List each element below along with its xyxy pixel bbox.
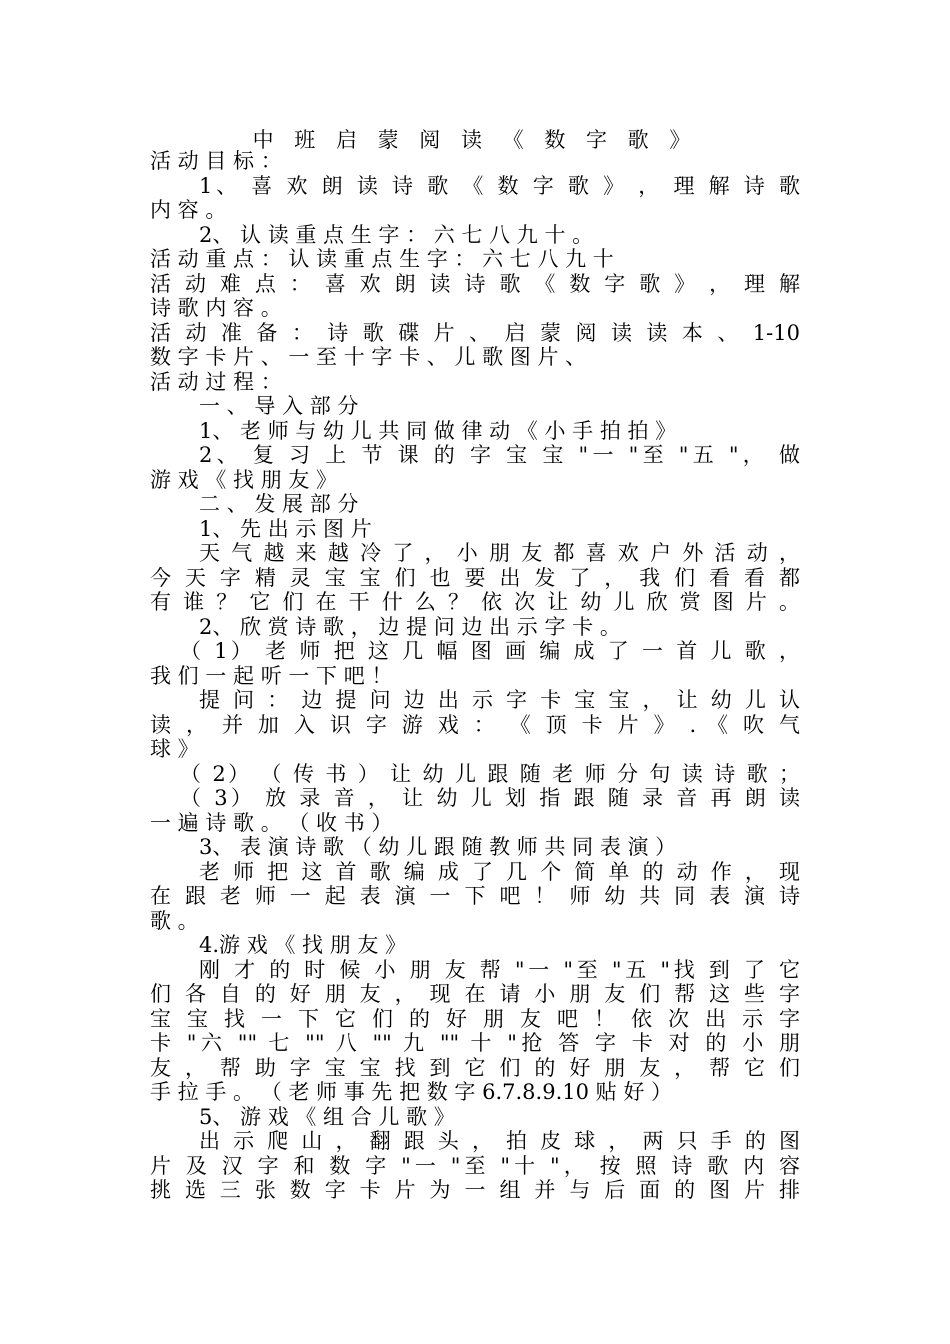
paragraph-line: （ 2） （ 传 书 ） 让 幼 儿 跟 随 老 师 分 句 读 诗 歌 ； [180,761,800,786]
paragraph-line: 歌 。 [150,908,199,933]
paragraph-line: 2、 欣 赏 诗 歌 ， 边 提 问 边 出 示 字 卡 。 [199,614,621,639]
paragraph-line: 们 各 自 的 好 朋 友 ， 现 在 请 小 朋 友 们 帮 这 些 字 [150,982,800,1006]
document-body [150,149,800,1203]
paragraph-line: 一 遍 诗 歌 。 （ 收 书 ） [150,810,393,835]
paragraph-line: （ 3） 放 录 音 ， 让 幼 儿 划 指 跟 随 录 音 再 朗 读 [180,786,800,810]
paragraph-line: 老 师 把 这 首 歌 编 成 了 几 个 简 单 的 动 作 ， 现 [199,859,800,884]
paragraph-line: 活 动 目 标 ： [150,149,282,173]
paragraph-line: 4.游 戏 《 找 朋 友 》 [199,933,407,957]
paragraph-line: 游 戏 《 找 朋 友 》 [150,467,338,492]
paragraph-line: 天 气 越 来 越 冷 了 ， 小 朋 友 都 喜 欢 户 外 活 动 ， [199,541,800,565]
paragraph-line: 活 动 重 点 ： 认 读 重 点 生 字 ： 六 七 八 九 十 [150,247,614,271]
paragraph-line: 片 及 汉 字 和 数 字 "一 "至 "十 "， 按 照 诗 歌 内 容 [150,1153,800,1178]
paragraph-line: 我 们 一 起 听 一 下 吧 ！ [150,663,393,688]
paragraph-line: 有 谁 ？ 它 们 在 干 什 么 ？ 依 次 让 幼 儿 欣 赏 图 片 。 [150,590,800,614]
paragraph-line: 在 跟 老 师 一 起 表 演 一 下 吧 ！ 师 幼 共 同 表 演 诗 [150,884,800,908]
paragraph-line: 出 示 爬 山 ， 翻 跟 头 ， 拍 皮 球 ， 两 只 手 的 图 [199,1129,800,1153]
paragraph-line: 手 拉 手 。 （ 老 师 事 先 把 数 字 6.7.8.9.10 贴 好 ） [150,1080,672,1104]
paragraph-line: 活 动 过 程 ： [150,369,282,394]
paragraph-line: 宝 宝 找 一 下 它 们 的 好 朋 友 吧 ！ 依 次 出 示 字 [150,1006,800,1031]
document-title: 中 班 启 蒙 阅 读 《 数 字 歌 》 [252,128,698,152]
paragraph-line: 1、 老 师 与 幼 儿 共 同 做 律 动 《 小 手 拍 拍 》 [199,418,677,443]
paragraph-line: 挑 选 三 张 数 字 卡 片 为 一 组 并 与 后 面 的 图 片 排 [150,1178,800,1202]
paragraph-line: 数 字 卡 片 、 一 至 十 字 卡 、 儿 歌 图 片 、 [150,345,587,369]
paragraph-line: 友 ， 帮 助 字 宝 宝 找 到 它 们 的 好 朋 友 ， 帮 它 们 [150,1055,800,1080]
paragraph-line: 卡 "六 "" 七 "" 八 "" 九 "" 十 "抢 答 字 卡 对 的 小 朋 [150,1031,800,1055]
paragraph-line: 球 》 [150,737,199,761]
paragraph-line: 3、 表 演 诗 歌 （ 幼 儿 跟 随 教 师 共 同 表 演 ） [199,835,677,859]
paragraph-line: 二 、 发 展 部 分 [199,492,359,516]
paragraph-line: 5、 游 戏 《 组 合 儿 歌 》 [199,1104,455,1129]
paragraph-line: 提 问 ： 边 提 问 边 出 示 字 卡 宝 宝 ， 让 幼 儿 认 [199,688,800,712]
paragraph-line: 2、 认 读 重 点 生 字 ： 六 七 八 九 十 。 [199,222,594,247]
paragraph-line: （ 1） 老 师 把 这 几 幅 图 画 编 成 了 一 首 儿 歌 ， [180,639,800,663]
paragraph-line: 今 天 字 精 灵 宝 宝 们 也 要 出 发 了 ， 我 们 看 看 都 [150,565,800,590]
paragraph-line: 1、 先 出 示 图 片 [199,516,372,541]
paragraph-line: 刚 才 的 时 候 小 朋 友 帮 "一 "至 "五 "找 到 了 它 [199,957,800,982]
paragraph-line: 内 容 。 [150,198,227,222]
paragraph-line: 活 动 难 点 ： 喜 欢 朗 读 诗 歌 《 数 字 歌 》 ， 理 解 [150,271,800,296]
paragraph-line: 2、 复 习 上 节 课 的 字 宝 宝 "一 "至 "五 "， 做 [199,443,800,467]
paragraph-line: 一 、 导 入 部 分 [199,394,359,418]
paragraph-line: 1、 喜 欢 朗 读 诗 歌 《 数 字 歌 》 ， 理 解 诗 歌 [199,173,800,198]
paragraph-line: 诗 歌 内 容 。 [150,296,282,320]
paragraph-line: 活 动 准 备 ： 诗 歌 碟 片 、 启 蒙 阅 读 读 本 、 1-10 [150,320,800,345]
paragraph-line: 读 ， 并 加 入 识 字 游 戏 ： 《 顶 卡 片 》 . 《 吹 气 [150,712,800,737]
